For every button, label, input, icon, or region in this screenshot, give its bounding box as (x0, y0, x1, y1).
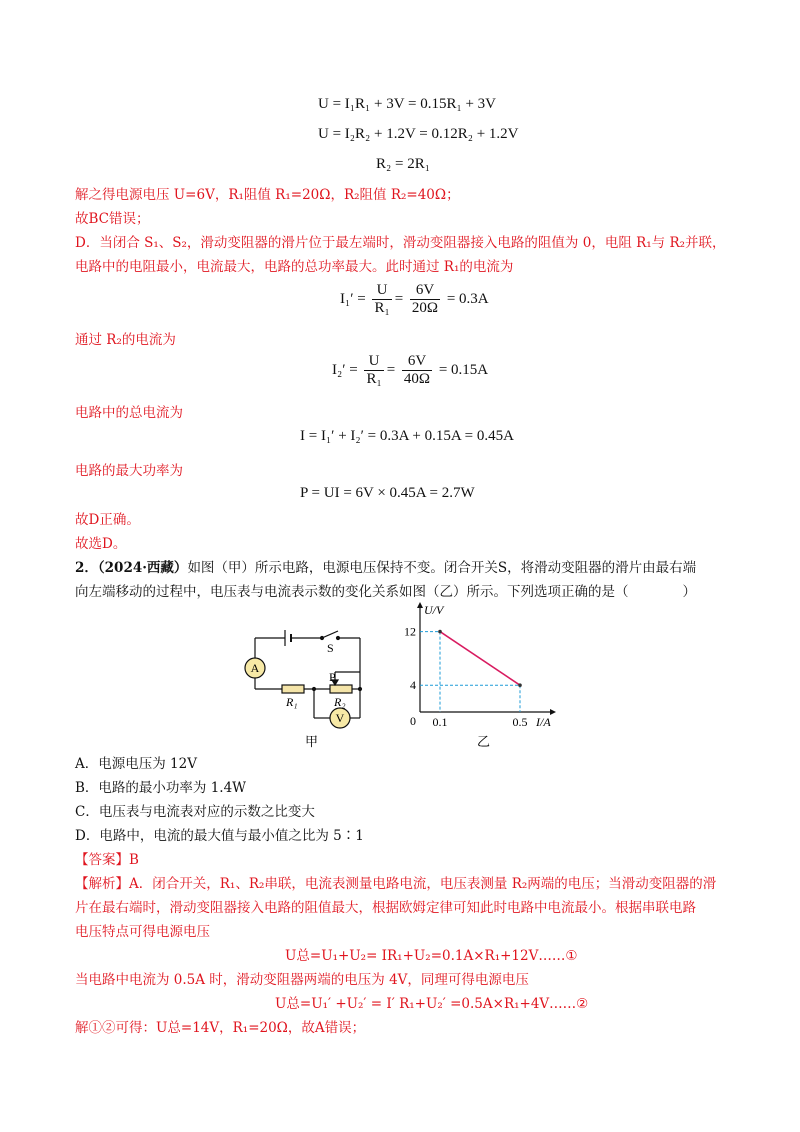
answer-line: 【答案】B (75, 852, 139, 868)
x-axis-arrow (550, 709, 556, 715)
option-b: B．电路的最小功率为 1.4W (75, 780, 247, 796)
equation-1: U = I₁R₁ + 3V = 0.15R₁ + 3V (318, 96, 497, 112)
analysis-line-5: 解①②可得：U总=14V，R₁=20Ω，故A错误； (75, 1020, 366, 1036)
option-c: C．电压表与电流表对应的示数之比变大 (75, 804, 315, 820)
analysis-equation-1: U总=U₁+U₂= IR₁+U₂=0.1A×R₁+12V……① (285, 948, 578, 964)
i1-fraction-2: $\frac{6V}{20\Omega}$ (411, 282, 439, 316)
question-source: （2024·西藏） (97, 560, 188, 576)
option-d: D．电路中，电流的最大值与最小值之比为 5∶1 (75, 828, 364, 844)
i1-lhs: I₁′ = (340, 290, 366, 307)
d-line-2: 电路中的电阻最小，电流最大，电路的总功率最大。此时通过 R₁的电流为 (75, 259, 514, 275)
i1-equation: I₁′ = $\frac{U}{\text{R₁}}$ = $\frac{6V}{20\Omega}$ = 0.3A (340, 282, 489, 316)
switch-blade (322, 631, 338, 638)
equation-3: R₂ = 2R₁ (376, 156, 430, 172)
analysis-line-4: 当电路中电流为 0.5A 时，滑动变阻器两端的电压为 4V，同理可得电源电压 (75, 972, 529, 988)
d-correct-line: 故D正确。 (75, 512, 140, 528)
i1-result: = 0.3A (446, 290, 489, 307)
figure-jia-caption: 甲 (305, 734, 319, 749)
data-point-0 (438, 630, 442, 634)
d-line-1: D．当闭合 S₁、S₂，滑动变阻器的滑片位于最左端时，滑动变阻器接入电路的阻值为 0，电阻 R₁与 R₂并联， (75, 235, 726, 251)
y-tick-label-1: 4 (410, 678, 416, 693)
option-a: A．电源电压为 12V (75, 756, 197, 772)
max-power-label: 电路的最大功率为 (75, 463, 183, 479)
r2-current-label: 通过 R₂的电流为 (75, 332, 176, 348)
slider-label: P (329, 670, 336, 684)
x-tick-label-0: 0.1 (432, 715, 448, 729)
i2-fraction-2: $\frac{6V}{40\Omega}$ (403, 353, 431, 387)
i2-result: = 0.15A (438, 361, 489, 378)
analysis-equation-2: U总=U₁′ +U₂′ = I′ R₁+U₂′ =0.5A×R₁+4V……② (275, 996, 589, 1012)
y-axis-arrow (417, 602, 423, 608)
y-axis-label: U/V (424, 603, 444, 617)
voltmeter-label: V (335, 711, 345, 725)
bc-wrong-line: 故BC错误； (75, 211, 150, 227)
y-tick-label-0: 12 (404, 624, 416, 639)
analysis-line-1: 【解析】A．闭合开关，R₁、R₂串联，电流表测量电路电流，电压表测量 R₂两端的电压；当滑动变阻器的滑 (75, 876, 717, 892)
data-line (440, 632, 520, 686)
total-current-label: 电路中的总电流为 (75, 405, 183, 421)
max-power-equation: P = UI = 6V × 0.45A = 2.7W (300, 485, 475, 501)
question-2-line-1 (75, 558, 696, 578)
question-text-1: 如图（甲）所示电路，电源电压保持不变。闭合开关S，将滑动变阻器的滑片由最右端 (187, 560, 697, 576)
resistor-r2 (330, 685, 352, 693)
i2-fraction-1: $\frac{U}{\text{R₁}}$ (366, 353, 382, 387)
equation-2: U = I₂R₂ + 1.2V = 0.12R₂ + 1.2V (318, 126, 519, 142)
choose-d-line: 故选D。 (75, 536, 127, 552)
total-current-equation: I = I₁′ + I₂′ = 0.3A + 0.15A = 0.45A (300, 428, 514, 444)
circuit-diagram (230, 600, 390, 750)
figure-yi-caption: 乙 (477, 734, 491, 749)
i2-lhs: I₂′ = (332, 361, 358, 378)
data-point-1 (518, 683, 522, 687)
origin-label: 0 (410, 714, 416, 728)
switch-label: S (327, 641, 334, 655)
question-number: 2． (75, 560, 98, 576)
analysis-line-2: 片在最右端时，滑动变阻器接入电路的阻值最大，根据欧姆定律可知此时电路中电流最小。根据串联电路 (75, 900, 696, 916)
r2-label: R₂ (334, 695, 346, 709)
result-line: 解之得电源电压 U=6V，R₁阻值 R₁=20Ω，R₂阻值 R₂=40Ω； (75, 187, 460, 203)
i2-equation: I₂′ = $\frac{U}{\text{R₁}}$ = $\frac{6V}{40\Omega}$ = 0.15A (332, 353, 489, 387)
x-tick-label-1: 0.5 (512, 715, 528, 729)
r1-label: R₁ (286, 695, 298, 709)
question-2-line-2: 向左端移动的过程中，电压表与电流表示数的变化关系如图（乙）所示。下列选项正确的是（ ） (75, 584, 696, 600)
i1-fraction-1: $\frac{U}{\text{R₁}}$ (374, 282, 390, 316)
voltage-current-chart (400, 600, 570, 750)
analysis-line-3: 电压特点可得电源电压 (75, 924, 210, 940)
x-axis-label: I/A (536, 715, 551, 729)
ammeter-label: A (250, 661, 260, 675)
resistor-r1 (282, 685, 304, 693)
